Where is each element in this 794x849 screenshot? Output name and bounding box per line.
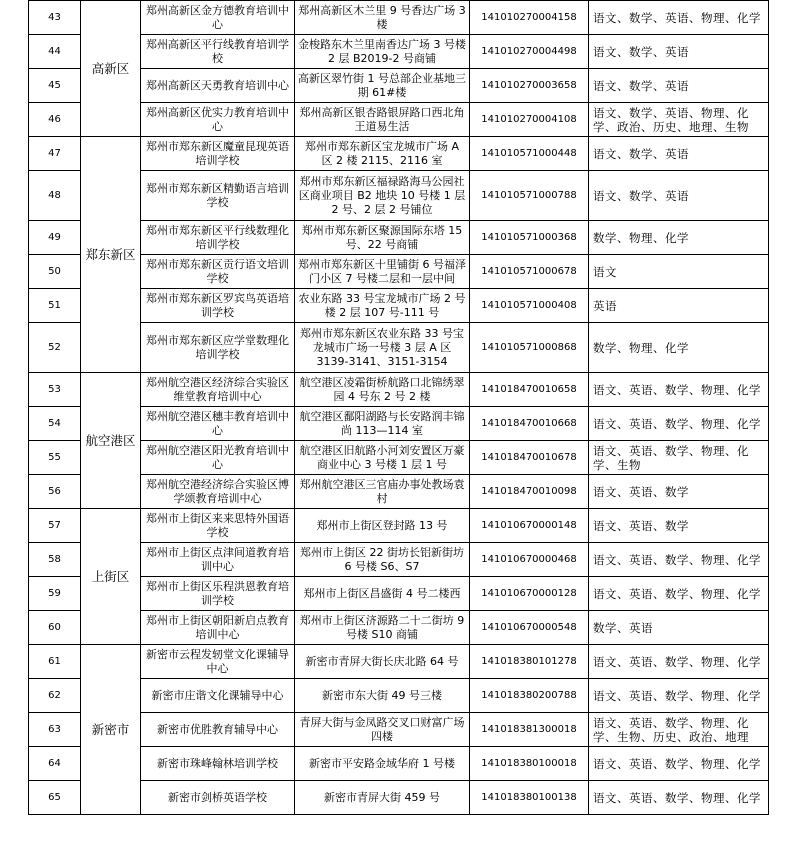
license-code-cell: 141018380100138 bbox=[470, 781, 589, 815]
district-cell: 郑东新区 bbox=[81, 137, 141, 373]
row-number: 46 bbox=[29, 103, 81, 137]
license-code-cell: 141010670000148 bbox=[470, 509, 589, 543]
row-number: 48 bbox=[29, 171, 81, 221]
subjects-cell: 语文、数学、英语 bbox=[589, 171, 769, 221]
table-row bbox=[29, 645, 769, 679]
address-cell: 郑州高新区银杏路银屏路口西北角王道易生活 bbox=[295, 103, 470, 137]
license-code-cell: 141010571000368 bbox=[470, 221, 589, 255]
subjects-cell: 语文、英语、数学、物理、化学 bbox=[589, 747, 769, 781]
table-row bbox=[29, 137, 769, 171]
license-code-cell: 141018470010658 bbox=[470, 373, 589, 407]
school-name-cell: 郑州市郑东新区罗宾鸟英语培训学校 bbox=[141, 289, 295, 323]
row-number: 64 bbox=[29, 747, 81, 781]
address-cell: 高新区翠竹街 1 号总部企业基地三期 61#楼 bbox=[295, 69, 470, 103]
subjects-cell: 语文、英语、数学、物理、化学 bbox=[589, 645, 769, 679]
district-cell: 航空港区 bbox=[81, 373, 141, 509]
license-code-cell: 141018470010668 bbox=[470, 407, 589, 441]
school-name-cell: 郑州航空港区穗丰教育培训中心 bbox=[141, 407, 295, 441]
address-cell: 郑州市郑东新区宝龙城市广场 A 区 2 楼 2115、2116 室 bbox=[295, 137, 470, 171]
license-code-cell: 141018380200788 bbox=[470, 679, 589, 713]
subjects-cell: 数学、物理、化学 bbox=[589, 323, 769, 373]
district-cell: 高新区 bbox=[81, 1, 141, 137]
table-row bbox=[29, 373, 769, 407]
school-name-cell: 郑州市郑东新区贡行语文培训学校 bbox=[141, 255, 295, 289]
table-row bbox=[29, 509, 769, 543]
row-number: 65 bbox=[29, 781, 81, 815]
subjects-cell: 语文、数学、英语 bbox=[589, 69, 769, 103]
school-name-cell: 郑州高新区优实力教育培训中心 bbox=[141, 103, 295, 137]
license-code-cell: 141010571000408 bbox=[470, 289, 589, 323]
license-code-cell: 141010270004158 bbox=[470, 1, 589, 35]
row-number: 60 bbox=[29, 611, 81, 645]
school-name-cell: 郑州航空港区阳光教育培训中心 bbox=[141, 441, 295, 475]
subjects-cell: 英语 bbox=[589, 289, 769, 323]
row-number: 57 bbox=[29, 509, 81, 543]
subjects-cell: 语文、英语、数学、物理、化学 bbox=[589, 679, 769, 713]
row-number: 49 bbox=[29, 221, 81, 255]
address-cell: 金梭路东木兰里南香达广场 3 号楼 2 层 B2019-2 号商铺 bbox=[295, 35, 470, 69]
subjects-cell: 语文、英语、数学、物理、化学、生物、历史、政治、地理 bbox=[589, 713, 769, 747]
row-number: 62 bbox=[29, 679, 81, 713]
license-code-cell: 141018380100018 bbox=[470, 747, 589, 781]
subjects-cell: 语文 bbox=[589, 255, 769, 289]
license-code-cell: 141010670000548 bbox=[470, 611, 589, 645]
school-name-cell: 郑州市郑东新区精勤语言培训学校 bbox=[141, 171, 295, 221]
subjects-cell: 语文、英语、数学 bbox=[589, 475, 769, 509]
school-name-cell: 郑州市郑东新区魔童昆现英语培训学校 bbox=[141, 137, 295, 171]
school-name-cell: 郑州高新区金方德教育培训中心 bbox=[141, 1, 295, 35]
license-code-cell: 141010670000128 bbox=[470, 577, 589, 611]
license-code-cell: 141010571000678 bbox=[470, 255, 589, 289]
row-number: 56 bbox=[29, 475, 81, 509]
subjects-cell: 语文、英语、数学、物理、化学 bbox=[589, 577, 769, 611]
license-code-cell: 141018470010098 bbox=[470, 475, 589, 509]
district-cell: 新密市 bbox=[81, 645, 141, 815]
address-cell: 郑州市上街区济源路二十二街坊 9 号楼 S10 商铺 bbox=[295, 611, 470, 645]
row-number: 54 bbox=[29, 407, 81, 441]
license-code-cell: 141018380101278 bbox=[470, 645, 589, 679]
address-cell: 郑州高新区木兰里 9 号香达广场 3 楼 bbox=[295, 1, 470, 35]
address-cell: 航空港区凌霜街桥航路口北锦绣翠园 4 号东 2 号 2 楼 bbox=[295, 373, 470, 407]
subjects-cell: 语文、数学、英语 bbox=[589, 137, 769, 171]
table-row bbox=[29, 1, 769, 35]
address-cell: 新密市平安路金域华府 1 号楼 bbox=[295, 747, 470, 781]
district-cell: 上街区 bbox=[81, 509, 141, 645]
school-name-cell: 新密市优胜教育辅导中心 bbox=[141, 713, 295, 747]
row-number: 61 bbox=[29, 645, 81, 679]
row-number: 58 bbox=[29, 543, 81, 577]
address-cell: 新密市青屏大街长庆北路 64 号 bbox=[295, 645, 470, 679]
address-cell: 航空港区旧航路小河刘安置区万豪商业中心 3 号楼 1 层 1 号 bbox=[295, 441, 470, 475]
license-code-cell: 141010571000868 bbox=[470, 323, 589, 373]
school-name-cell: 郑州市郑东新区平行线数理化培训学校 bbox=[141, 221, 295, 255]
school-name-cell: 郑州市上街区朝阳新启点教育培训中心 bbox=[141, 611, 295, 645]
address-cell: 郑州市上街区 22 街坊长铝新街坊 6 号楼 S6、S7 bbox=[295, 543, 470, 577]
license-code-cell: 141010270004108 bbox=[470, 103, 589, 137]
row-number: 50 bbox=[29, 255, 81, 289]
school-table bbox=[28, 0, 769, 815]
subjects-cell: 语文、英语、数学、物理、化学 bbox=[589, 543, 769, 577]
row-number: 47 bbox=[29, 137, 81, 171]
school-name-cell: 郑州航空港区经济综合实验区维堂教育培训中心 bbox=[141, 373, 295, 407]
row-number: 51 bbox=[29, 289, 81, 323]
subjects-cell: 语文、数学、英语、物理、化学 bbox=[589, 1, 769, 35]
subjects-cell: 数学、英语 bbox=[589, 611, 769, 645]
school-name-cell: 郑州市上街区乐程洪恩教育培训学校 bbox=[141, 577, 295, 611]
school-name-cell: 新密市云程发轫堂文化课辅导中心 bbox=[141, 645, 295, 679]
row-number: 52 bbox=[29, 323, 81, 373]
address-cell: 新密市青屏大街 459 号 bbox=[295, 781, 470, 815]
row-number: 55 bbox=[29, 441, 81, 475]
address-cell: 航空港区鄱阳湖路与长安路润丰锦尚 113—114 室 bbox=[295, 407, 470, 441]
school-name-cell: 郑州航空港经济综合实验区博学颂教育培训中心 bbox=[141, 475, 295, 509]
school-name-cell: 新密市剑桥英语学校 bbox=[141, 781, 295, 815]
license-code-cell: 141010270003658 bbox=[470, 69, 589, 103]
school-name-cell: 新密市庄谐文化课辅导中心 bbox=[141, 679, 295, 713]
row-number: 45 bbox=[29, 69, 81, 103]
subjects-cell: 语文、数学、英语、物理、化学、政治、历史、地理、生物 bbox=[589, 103, 769, 137]
school-name-cell: 郑州高新区天勇教育培训中心 bbox=[141, 69, 295, 103]
school-name-cell: 新密市珠峰翰林培训学校 bbox=[141, 747, 295, 781]
license-code-cell: 141018470010678 bbox=[470, 441, 589, 475]
address-cell: 郑州市郑东新区十里铺街 6 号福泽门小区 7 号楼二层和一层中间 bbox=[295, 255, 470, 289]
address-cell: 新密市东大街 49 号三楼 bbox=[295, 679, 470, 713]
subjects-cell: 语文、英语、数学、物理、化学 bbox=[589, 781, 769, 815]
row-number: 53 bbox=[29, 373, 81, 407]
address-cell: 郑州航空港区三官庙办事处教场袁村 bbox=[295, 475, 470, 509]
subjects-cell: 语文、英语、数学、物理、化学、生物 bbox=[589, 441, 769, 475]
row-number: 43 bbox=[29, 1, 81, 35]
school-name-cell: 郑州市郑东新区应学堂数理化培训学校 bbox=[141, 323, 295, 373]
address-cell: 郑州市郑东新区聚源国际东塔 15 号、22 号商铺 bbox=[295, 221, 470, 255]
license-code-cell: 141018381300018 bbox=[470, 713, 589, 747]
address-cell: 郑州市上街区登封路 13 号 bbox=[295, 509, 470, 543]
subjects-cell: 语文、英语、数学、物理、化学 bbox=[589, 373, 769, 407]
license-code-cell: 141010270004498 bbox=[470, 35, 589, 69]
subjects-cell: 语文、数学、英语 bbox=[589, 35, 769, 69]
address-cell: 郑州市郑东新区福禄路海马公园社区商业项目 B2 地块 10 号楼 1 层 2 号、2 层 2 号铺位 bbox=[295, 171, 470, 221]
address-cell: 郑州市上街区昌盛街 4 号二楼西 bbox=[295, 577, 470, 611]
school-name-cell: 郑州市上街区点津间道教育培训中心 bbox=[141, 543, 295, 577]
subjects-cell: 语文、英语、数学、物理、化学 bbox=[589, 407, 769, 441]
school-name-cell: 郑州市上街区来来思特外国语学校 bbox=[141, 509, 295, 543]
row-number: 63 bbox=[29, 713, 81, 747]
license-code-cell: 141010571000788 bbox=[470, 171, 589, 221]
address-cell: 郑州市郑东新区农业东路 33 号宝龙城市广场一号楼 3 层 A 区 3139-3141、3151-3154 bbox=[295, 323, 470, 373]
license-code-cell: 141010670000468 bbox=[470, 543, 589, 577]
license-code-cell: 141010571000448 bbox=[470, 137, 589, 171]
school-name-cell: 郑州高新区平行线教育培训学校 bbox=[141, 35, 295, 69]
row-number: 59 bbox=[29, 577, 81, 611]
address-cell: 农业东路 33 号宝龙城市广场 2 号楼 2 层 107 号-111 号 bbox=[295, 289, 470, 323]
table-body bbox=[29, 1, 769, 815]
row-number: 44 bbox=[29, 35, 81, 69]
address-cell: 青屏大街与金凤路交叉口财富广场四楼 bbox=[295, 713, 470, 747]
subjects-cell: 数学、物理、化学 bbox=[589, 221, 769, 255]
subjects-cell: 语文、英语、数学 bbox=[589, 509, 769, 543]
